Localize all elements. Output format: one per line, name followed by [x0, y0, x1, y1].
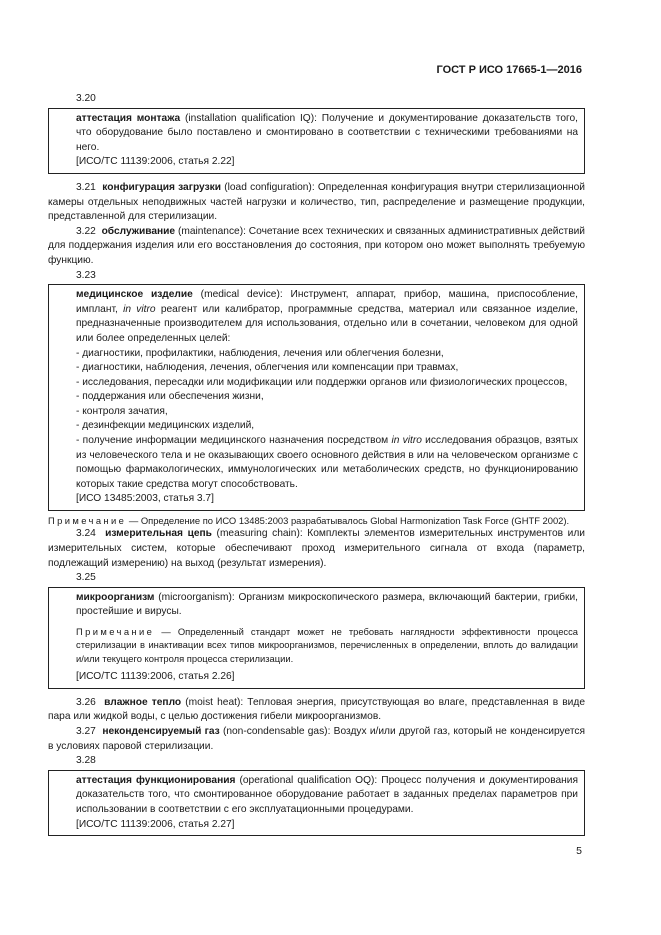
term-3-25: микроорганизм [76, 591, 155, 603]
definition-3-21 [48, 181, 585, 225]
definition-3-20 [76, 112, 578, 156]
definition-text-3-22: (maintenance): Сочетание всех технических и связанных административных действий для поддержания изделия или его восстановления до состояния, при котором оно может выполнять требуемую функцию. [48, 225, 585, 266]
document-code: ГОСТ Р ИСО 17665-1—2016 [436, 64, 582, 76]
clause-number-3-28: 3.28 [76, 755, 96, 767]
clause-number-3-25: 3.25 [76, 572, 96, 584]
definition-text-3-21: (load configuration): Определенная конфигурация внутри стерилизационной камеры отдельных неподвижных частей нагрузки и количество, тип, распределение и размещение продукции, представленной для стерилизации. [48, 181, 585, 223]
reference-3-25: [ИСО/ТС 11139:2006, статья 2.26] [76, 671, 235, 683]
note-label: Примечание [76, 626, 155, 637]
term-3-28: аттестация функционирования [76, 774, 236, 786]
definition-3-27 [48, 725, 585, 754]
note-3-25 [76, 625, 578, 665]
page-number: 5 [576, 845, 582, 857]
definition-box-3-23 [48, 284, 585, 511]
term-3-24: измерительная цепь [105, 528, 212, 540]
clause-number-3-26: 3.26 [76, 696, 96, 708]
definition-3-22 [48, 225, 585, 269]
definition-3-26 [48, 696, 585, 725]
clause-number-3-27: 3.27 [76, 726, 96, 737]
definition-text-3-23-b: реагент или калибратор, программные средства, материал или связанное изделие, предназначенные производителем для использования, отдельно или в сочетании, человеком для одной или более определенных целей: [76, 303, 578, 344]
term-3-22: обслуживание [101, 225, 176, 237]
note-label: Примечание [48, 515, 127, 527]
list-item: - исследования, пересадки или модификации или поддержки органов или физиологических процессов, [76, 376, 568, 388]
definition-text-3-26: (moist heat): Тепловая энергия, присутствующая во влаге, представленная в виде пара или жидкой воды, с целью достижения гибели микроорганизмов. [48, 696, 585, 723]
definition-text-3-23-a: (medical device): Инструмент, аппарат, прибор, машина, приспособление, имплант, [76, 289, 578, 315]
clause-number-3-23: 3.23 [76, 269, 96, 281]
reference-3-28: [ИСО/ТС 11139:2006, статья 2.27] [76, 818, 235, 830]
definition-text-3-27: (non-condensable gas): Воздух и/или другой газ, который не конденсируется в условиях паровой стерилизации. [48, 726, 585, 752]
term-3-21: конфигурация загрузки [102, 181, 222, 193]
definition-3-23 [76, 288, 578, 346]
definition-3-25 [76, 591, 578, 620]
list-item [76, 434, 578, 492]
note-text: — Определенный стандарт может не требовать наглядности эффективности процесса стерилизации в инактивации всех типов микроорганизмов, перечисленных в определении, вплоть до валидации и/или текущего контроля процесса стерилизации. [76, 626, 578, 664]
list-item: - диагностики, профилактики, наблюдения, лечения или облегчения болезни, [76, 347, 444, 359]
definitions-content [48, 92, 585, 838]
list-item-last-a: - получение информации медицинского назначения посредством [76, 435, 392, 447]
note-3-23 [48, 514, 585, 527]
definition-text-3-24: (measuring chain): Комплекты элементов измерительных инструментов или измерительных систем, которые обеспечивают проход измерительного сигнала от входа (параметр, подлежащий измерению) на выход (результат измерения). [48, 528, 585, 569]
reference-3-20: [ИСО/ТС 11139:2006, статья 2.22] [76, 156, 235, 168]
italic-in-vitro-2: in vitro [391, 435, 422, 447]
term-3-20: аттестация монтажа [76, 112, 181, 124]
note-text: — Определение по ИСО 13485:2003 разрабатывалось Global Harmonization Task Force (GHTF 2002). [126, 515, 570, 527]
clause-number-3-22: 3.22 [76, 225, 96, 237]
list-item: - диагностики, наблюдения, лечения, облегчения или компенсации при травмах, [76, 362, 459, 374]
definition-box-3-20 [48, 108, 585, 174]
clause-number-3-21: 3.21 [76, 181, 96, 193]
clause-number-3-24: 3.24 [76, 528, 96, 540]
term-3-23: медицинское изделие [76, 289, 193, 301]
reference-3-23: [ИСО 13485:2003, статья 3.7] [76, 493, 214, 505]
list-item: - дезинфекции медицинских изделий, [76, 420, 255, 432]
list-item: - контроля зачатия, [76, 405, 168, 417]
list-item-last-b: исследования образцов, взятых из человеческого тела и не оказывающих своего основного действия в или на человеческом организме с помощью фармакологических, иммунологических или метаболических средств, но функционированию которых такие средства могут способствовать. [76, 435, 578, 490]
italic-in-vitro: in vitro [123, 303, 156, 315]
definition-text-3-25: (microorganism): Организм микроскопического размера, включающий бактерии, грибки, простейшие и вирусы. [76, 591, 578, 618]
definition-box-3-28 [48, 770, 585, 836]
definition-3-28 [76, 774, 578, 818]
definition-text-3-20: (installation qualification IQ): Получение и документирование доказательств того, что оборудование было поставлено и смонтировано в соответствии с техническими требованиями на него. [76, 112, 578, 153]
definition-box-3-25 [48, 587, 585, 689]
list-item: - поддержания или обеспечения жизни, [76, 391, 264, 403]
definition-3-24 [48, 527, 585, 571]
term-3-26: влажное тепло [104, 696, 182, 708]
term-3-27: неконденсируемый газ [102, 726, 220, 737]
clause-number-3-20: 3.20 [76, 93, 96, 104]
definition-text-3-28: (operational qualification OQ): Процесс получения и документирования доказательств того, что смонтированное оборудование работает в заданных пределах параметров при использовании в соответствии с его эксплуатационными процедурами. [76, 774, 579, 815]
